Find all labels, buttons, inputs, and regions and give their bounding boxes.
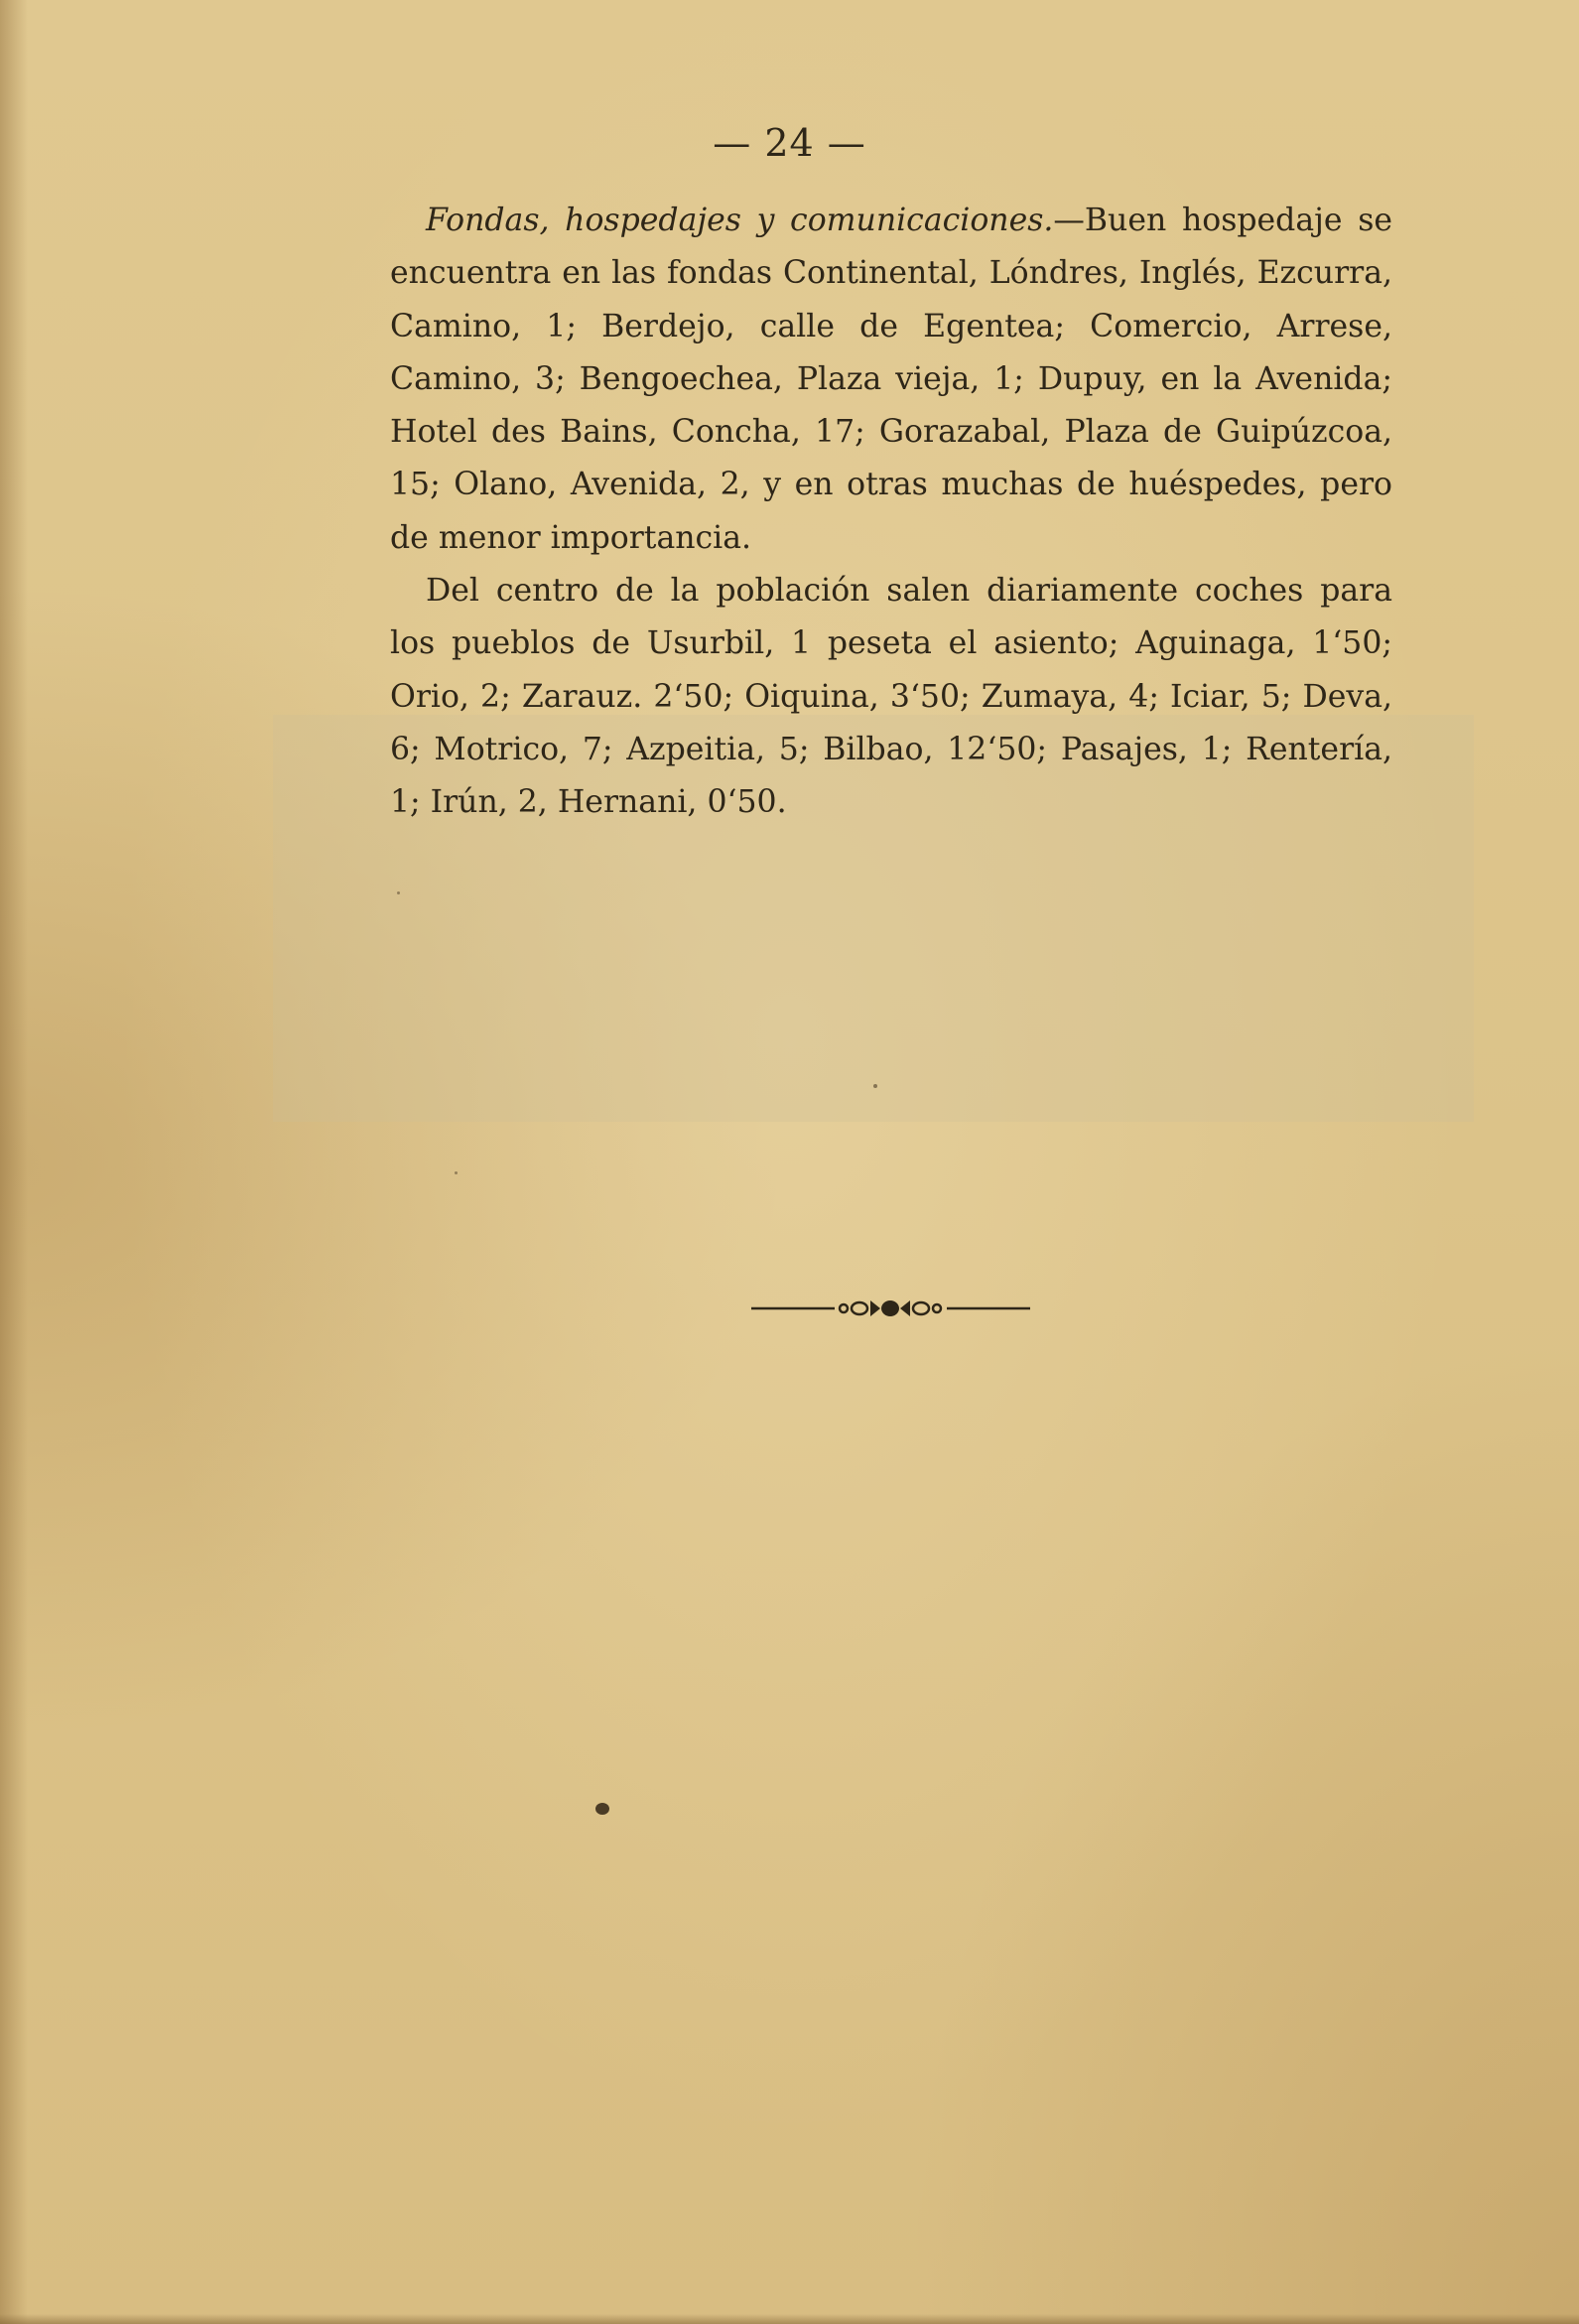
ink-speck — [455, 1171, 458, 1174]
ink-speck — [873, 1084, 877, 1088]
ink-speck — [595, 1803, 609, 1815]
paragraph-coches: Del centro de la población salen diariamente coches para los pueblos de Usurbil, 1 peseta el asiento; Aguinaga, 1‘50; Orio, 2; Zarauz. 2‘50; Oiquina, 3‘50; Zumaya, 4; Iciar, 5; Deva, 6; Motrico, 7; Azpeitia, 5; Bilbao, 12‘50; Pasajes, 1; Rentería, 1; Irún, 2, Hernani, 0‘50. — [390, 573, 1392, 821]
page-number: — 24 — — [713, 121, 866, 165]
paragraph-fondas-body: —Buen hospedaje se encuentra en las fondas Continental, Lóndres, Inglés, Ezcurra, Camino, 1; Berdejo, calle de Egentea; Comercio, Arrese, Camino, 3; Bengoechea, Plaza vieja, 1; Dupuy, en la Avenida; Hotel des Bains, Concha, 17; Gorazabal, Plaza de Guipúzcoa, 15; Olano, Avenida, 2, y en otras muchas de huéspedes, pero de menor importancia. — [390, 203, 1392, 556]
ornamental-divider-icon — [749, 1291, 1032, 1326]
text-block — [390, 195, 1392, 830]
section-heading: Fondas, hospedajes y comunicaciones. — [426, 203, 1054, 238]
page-edge-shadow — [0, 0, 28, 2324]
ink-speck — [397, 891, 400, 894]
paragraph-fondas — [390, 195, 1392, 565]
page-bottom-edge — [0, 2314, 1579, 2324]
